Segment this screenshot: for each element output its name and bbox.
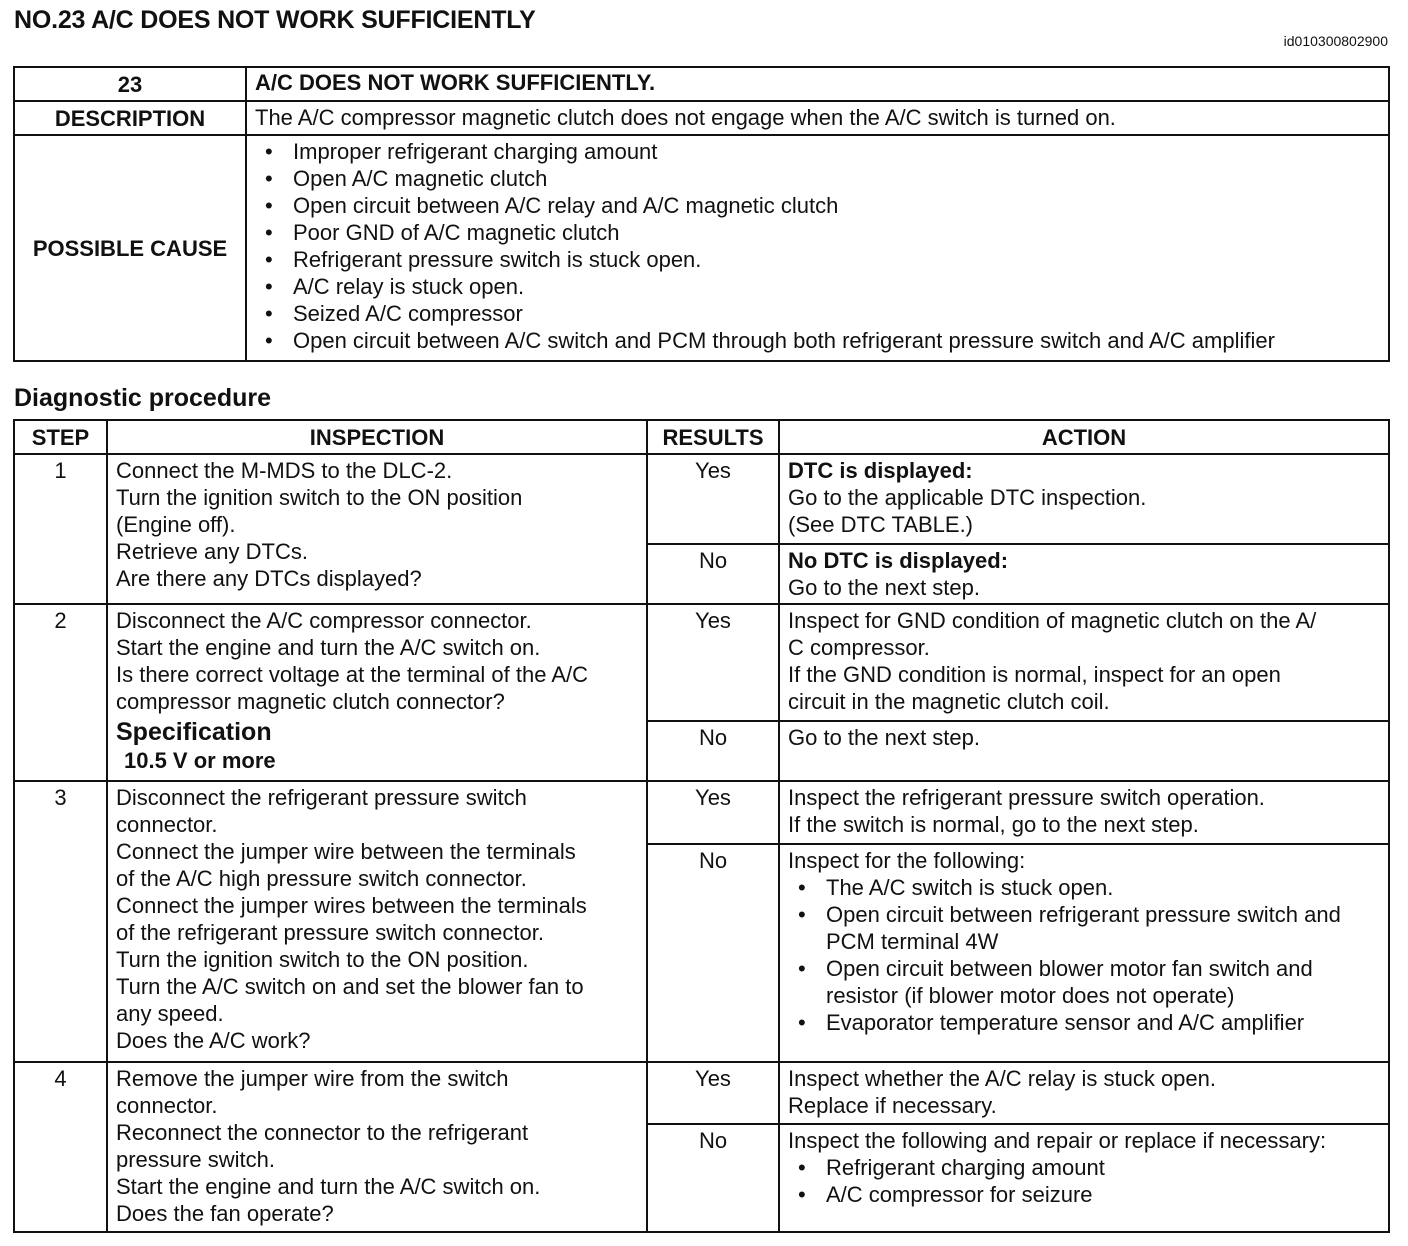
- action-line: Go to the applicable DTC inspection.: [788, 485, 1147, 510]
- inspection-line: connector.: [116, 812, 218, 837]
- step-inspection: [107, 1062, 647, 1232]
- step-inspection: [107, 454, 647, 604]
- inspection-line: Does the A/C work?: [116, 1028, 311, 1053]
- header-inspection: INSPECTION: [107, 420, 647, 454]
- action-bullet: • A/C compressor for seizure: [788, 1181, 1380, 1208]
- step-number: 2: [14, 604, 107, 781]
- summary-table: [13, 66, 1390, 362]
- diagnostic-table: [13, 419, 1390, 1233]
- action-yes: [779, 604, 1389, 721]
- possible-cause-list: [246, 135, 1389, 361]
- inspection-line: Start the engine and turn the A/C switch on.: [116, 1174, 541, 1199]
- inspection-line: Turn the A/C switch on and set the blower fan to: [116, 974, 584, 999]
- inspection-line: Connect the M-MDS to the DLC-2.: [116, 458, 453, 483]
- action-no: [779, 544, 1389, 604]
- cause-item: • A/C relay is stuck open.: [257, 273, 1380, 300]
- specification-label: Specification: [116, 718, 272, 746]
- action-no: [779, 1124, 1389, 1232]
- action-line: Inspect the refrigerant pressure switch operation.: [788, 785, 1265, 810]
- action-yes: [779, 1062, 1389, 1124]
- result-yes: Yes: [647, 781, 779, 844]
- inspection-line: Remove the jumper wire from the switch: [116, 1066, 509, 1091]
- inspection-line: Disconnect the refrigerant pressure switch: [116, 785, 527, 810]
- action-line: Replace if necessary.: [788, 1093, 997, 1118]
- step-number: 1: [14, 454, 107, 604]
- action-line: Inspect whether the A/C relay is stuck open.: [788, 1066, 1217, 1091]
- action-line: Inspect for GND condition of magnetic clutch on the A/: [788, 608, 1317, 633]
- action-line: Go to the next step.: [788, 725, 981, 750]
- inspection-line: Connect the jumper wires between the terminals: [116, 893, 587, 918]
- inspection-line: (Engine off).: [116, 512, 236, 537]
- action-heading: No DTC is displayed:: [788, 548, 1009, 573]
- specification-value: 10.5 V or more: [124, 748, 276, 773]
- cause-item: • Seized A/C compressor: [257, 300, 1380, 327]
- result-no: No: [647, 1124, 779, 1232]
- result-yes: Yes: [647, 454, 779, 544]
- page-title: NO.23 A/C DOES NOT WORK SUFFICIENTLY: [14, 6, 536, 34]
- inspection-line: connector.: [116, 1093, 218, 1118]
- action-bullet: • Open circuit between blower motor fan switch and resistor (if blower motor does not operate): [788, 955, 1380, 1009]
- inspection-line: Reconnect the connector to the refrigerant: [116, 1120, 529, 1145]
- result-no: No: [647, 844, 779, 1062]
- possible-cause-label: POSSIBLE CAUSE: [14, 135, 246, 361]
- step-inspection: [107, 604, 647, 781]
- result-yes: Yes: [647, 604, 779, 721]
- action-line: (See DTC TABLE.): [788, 512, 974, 537]
- step-inspection: [107, 781, 647, 1062]
- action-bullet: • Evaporator temperature sensor and A/C amplifier: [788, 1009, 1380, 1036]
- inspection-line: Is there correct voltage at the terminal of the A/C: [116, 662, 589, 687]
- inspection-line: any speed.: [116, 1001, 224, 1026]
- action-no: [779, 721, 1389, 781]
- inspection-line: pressure switch.: [116, 1147, 275, 1172]
- result-no: No: [647, 721, 779, 781]
- cause-item: • Poor GND of A/C magnetic clutch: [257, 219, 1380, 246]
- header-results: RESULTS: [647, 420, 779, 454]
- result-yes: Yes: [647, 1062, 779, 1124]
- inspection-line: Disconnect the A/C compressor connector.: [116, 608, 532, 633]
- step-number: 3: [14, 781, 107, 1062]
- inspection-line: of the A/C high pressure switch connector.: [116, 866, 527, 891]
- description-label: DESCRIPTION: [14, 101, 246, 135]
- action-yes: [779, 454, 1389, 544]
- action-yes: [779, 781, 1389, 844]
- action-bullet: • The A/C switch is stuck open.: [788, 874, 1380, 901]
- cause-item: • Open A/C magnetic clutch: [257, 165, 1380, 192]
- action-heading: DTC is displayed:: [788, 458, 973, 483]
- header-action: ACTION: [779, 420, 1389, 454]
- inspection-line: Start the engine and turn the A/C switch on.: [116, 635, 541, 660]
- action-bullet: • Refrigerant charging amount: [788, 1154, 1380, 1181]
- inspection-line: Connect the jumper wire between the terminals: [116, 839, 576, 864]
- inspection-line: of the refrigerant pressure switch connector.: [116, 920, 544, 945]
- document-id: id010300802900: [1283, 33, 1388, 49]
- cause-item: • Improper refrigerant charging amount: [257, 138, 1380, 165]
- action-no: [779, 844, 1389, 1062]
- header-step: STEP: [14, 420, 107, 454]
- action-line: If the switch is normal, go to the next step.: [788, 812, 1199, 837]
- result-no: No: [647, 544, 779, 604]
- action-intro: Inspect the following and repair or replace if necessary:: [788, 1128, 1327, 1153]
- cause-item: • Open circuit between A/C switch and PCM through both refrigerant pressure switch and A/C amplifier: [257, 327, 1380, 354]
- action-intro: Inspect for the following:: [788, 848, 1026, 873]
- action-bullet: • Open circuit between refrigerant pressure switch and PCM terminal 4W: [788, 901, 1380, 955]
- inspection-line: Retrieve any DTCs.: [116, 539, 308, 564]
- inspection-line: Are there any DTCs displayed?: [116, 566, 422, 591]
- trouble-number: 23: [14, 67, 246, 101]
- action-line: C compressor.: [788, 635, 930, 660]
- action-line: If the GND condition is normal, inspect for an open: [788, 662, 1281, 687]
- section-title: Diagnostic procedure: [14, 384, 271, 412]
- step-number: 4: [14, 1062, 107, 1232]
- inspection-line: compressor magnetic clutch connector?: [116, 689, 505, 714]
- cause-item: • Refrigerant pressure switch is stuck open.: [257, 246, 1380, 273]
- description-text: The A/C compressor magnetic clutch does not engage when the A/C switch is turned on.: [246, 101, 1389, 135]
- action-line: circuit in the magnetic clutch coil.: [788, 689, 1110, 714]
- inspection-line: Does the fan operate?: [116, 1201, 334, 1226]
- inspection-line: Turn the ignition switch to the ON position.: [116, 947, 529, 972]
- inspection-line: Turn the ignition switch to the ON position: [116, 485, 523, 510]
- action-line: Go to the next step.: [788, 575, 981, 600]
- trouble-heading: A/C DOES NOT WORK SUFFICIENTLY.: [246, 67, 1389, 101]
- cause-item: • Open circuit between A/C relay and A/C magnetic clutch: [257, 192, 1380, 219]
